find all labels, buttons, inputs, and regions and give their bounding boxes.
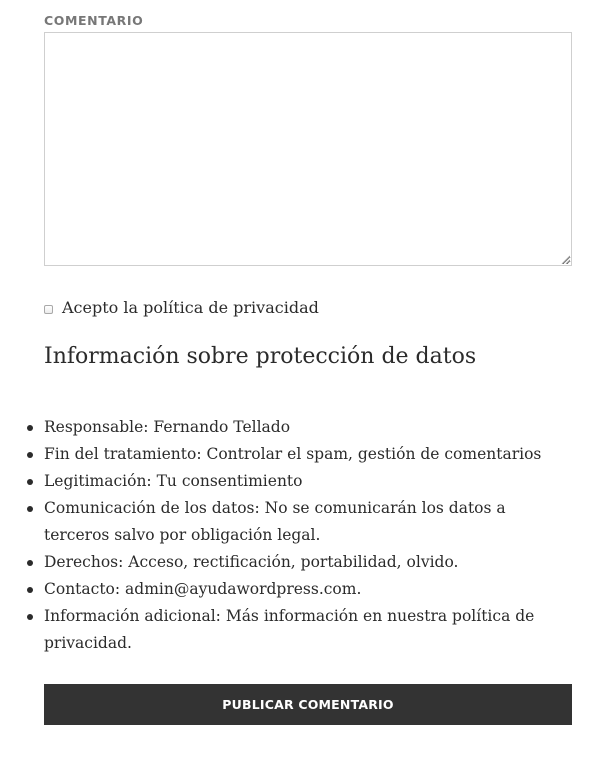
- list-item-derechos: Derechos: Acceso, rectificación, portabilidad, olvido.: [44, 549, 564, 576]
- comment-textarea[interactable]: [44, 32, 572, 266]
- data-protection-list: [44, 414, 564, 657]
- list-item-legitimacion: Legitimación: Tu consentimiento: [44, 468, 564, 495]
- privacy-consent-label[interactable]: Acepto la política de privacidad: [62, 297, 319, 317]
- publish-comment-button[interactable]: PUBLICAR COMENTARIO: [44, 684, 572, 725]
- comment-label: COMENTARIO: [44, 13, 144, 28]
- list-item-contacto: Contacto: admin@ayudawordpress.com.: [44, 576, 564, 603]
- data-protection-heading: Información sobre protección de datos: [44, 344, 477, 369]
- list-item-responsable: Responsable: Fernando Tellado: [44, 414, 564, 441]
- list-item-fin-tratamiento: Fin del tratamiento: Controlar el spam, gestión de comentarios: [44, 441, 564, 468]
- privacy-checkbox[interactable]: [44, 305, 53, 314]
- privacy-consent[interactable]: [44, 296, 319, 318]
- list-item-informacion-adicional: Información adicional: Más información en nuestra política de privacidad.: [44, 603, 564, 657]
- list-item-comunicacion: Comunicación de los datos: No se comunicarán los datos a terceros salvo por obligación legal.: [44, 495, 564, 549]
